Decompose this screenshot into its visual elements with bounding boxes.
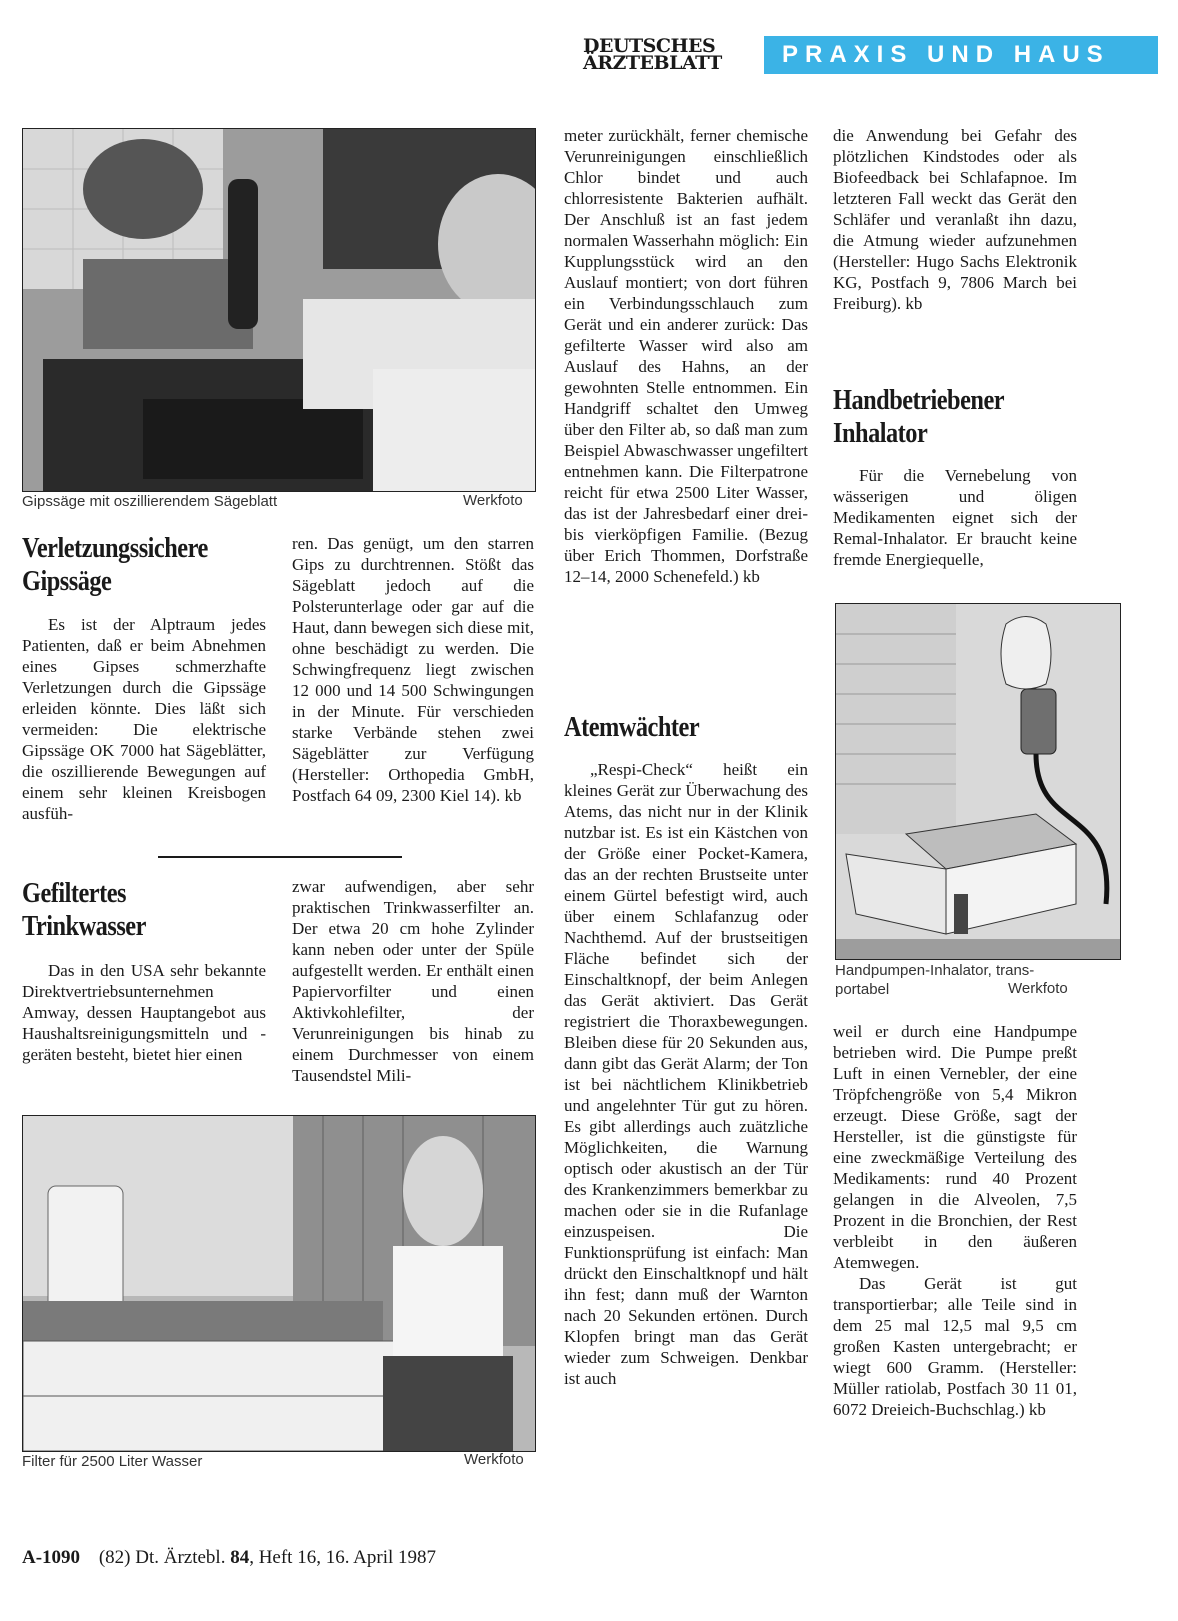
inhalator-body-b: weil er durch eine Handpumpe betrieben wird. Die Pumpe preßt Luft in einen Vernebler, der eine Tröpfchengröße von 5,4 Mikron erzeugt. Diese Größe, sagt der Hersteller, ist die günstigste für eine zweckmäßige Verteilung des Medikaments: rund 40 Prozent gelangen in die Alveolen, 7,5 Prozent in die Bronchien, der Rest verbleibt in den äußeren Atemwegen. Das Gerät ist gut transportierbar; alle Teile sind in dem 25 mal 12,5 mal 9,5 cm großen Kasten untergebracht; er wiegt 600 Gramm. (Hersteller: Müller ratiolab, Postfach 30 11 01, 6072 Dreieich-Buchschlag.) kb — [833, 1022, 1077, 1419]
trinkwasser-body-col1: Das in den USA sehr bekannte Direktvertriebsunternehmen Amway, dessen Hauptangebot aus Haushaltsreinigungsmitteln und -geräten besteht, bietet hier einen — [22, 961, 266, 1064]
caption-filter: Filter für 2500 Liter Wasser — [22, 1453, 203, 1470]
section-divider — [158, 856, 402, 858]
gipssaege-body-col2: ren. Das genügt, um den starren Gips zu durchtrennen. Stößt das Sägeblatt jedoch auf die Polsterunterlage oder gar auf die Haut, dann bewegen sich diese mit, ohne beschädigt zu werden. Die Schwingfrequenz liegt zwischen 12 000 und 14 500 Schwingungen in der Minute. Für verschieden starke Verbände stehen zwei Sägeblätter zur Verfügung (Hersteller: Orthopedia GmbH, Postfach 64 09, 2300 Kiel 14). kb — [292, 534, 534, 805]
footer-volume: 84 — [230, 1547, 250, 1568]
footer-citation: (82) Dt. Ärztebl. — [98, 1547, 226, 1568]
trinkwasser-body-col3: meter zurückhält, ferner chemische Verunreinigungen einschließlich Chlor bindet und auch chlorresistente Bakterien aufhält. Der Anschluß ist an fast jedem normalen Wasserhahn möglich: Ein Kupplungsstück wird an den Auslauf montiert; von dort führen ein Verbindungsschlauch zum Gerät und ein anderer zurück: Das gefilterte Wasser wird also am Auslauf des Hahns, an der gewohnten Stelle entnommen. Ein Handgriff schaltet den Umweg über den Filter ab, so daß man zum Beispiel Abwaschwasser ungefiltert entnehmen kann. Die Filterpatrone reicht für etwa 2500 Liter Wasser, das ist der Jahresbedarf einer drei- bis vierköpfigen Familie. (Bezug über Erich Thommen, Dorfstraße 12–14, 2000 Schenefeld.) kb — [564, 126, 808, 586]
caption-inhalator: Handpumpen-Inhalator, trans- portabel — [835, 962, 1035, 998]
page-footer — [22, 1547, 436, 1569]
photo-gipssaege — [22, 128, 536, 492]
atemwaechter-body-col3: „Respi-Check“ heißt ein kleines Gerät zur Überwachung des Atems, das nicht nur in der Klinik nutzbar ist. Es ist ein Kästchen von der Größe einer Pocket-Kamera, das an der rechten Brustseite unter einem Gürtel befestigt wird, auch über einem Schlafanzug oder Nachthemd. Auf der brustseitigen Fläche befindet sich der Einschaltknopf, der beim Anlegen das Gerät aktiviert. Das Gerät registriert die Thoraxbewegungen. Bleiben diese für 20 Sekunden aus, dann gibt das Gerät Alarm; der Ton ist bei nächtlichem Klinikbetrieb und angelehnter Tür gut zu hören. Es gibt allerdings auch zuätzliche Möglichkeiten, die Warnung optisch oder akustisch an der Tür des Krankenzimmers bemerkbar zu machen oder sie in die Rufanlage einzuspeisen. Die Funktionsprüfung ist einfach: Man drückt den Einschaltknopf und hält ihn fest; dann muß der Warnton nach 20 Sekunden ertönen. Durch Klopfen bringt man das Gerät wieder zum Schweigen. Denkbar ist auch — [564, 760, 808, 1388]
gipssaege-body-col1: Es ist der Alptraum jedes Patienten, daß er beim Abnehmen eines Gipses schmerzhafte Verletzungen durch die Gipssäge erleiden könnte. Dies läßt sich vermeiden: Die elektrische Gipssäge OK 7000 hat Sägeblätter, die oszillierende Bewegungen auf einem sehr kleinen Kreisbogen ausfüh- — [22, 615, 266, 823]
section-band: PRAXIS UND HAUS — [764, 36, 1158, 74]
credit-inhalator: Werkfoto — [1008, 980, 1068, 997]
atemwaechter-title: Atemwächter — [564, 711, 700, 743]
photo-inhalator — [835, 603, 1121, 960]
inhalator-title: Handbetriebener Inhalator — [833, 384, 1005, 449]
atemwaechter-body-col4: die Anwendung bei Gefahr des plötzlichen Kindstodes oder als Biofeedback bei Schlafapnoe. Im letzteren Fall weckt das Gerät den Schläfer und veranlaßt ihn dazu, die Atmung wieder aufzunehmen (Hersteller: Hugo Sachs Elektronik KG, Postfach 9, 7806 March bei Freiburg). kb — [833, 126, 1077, 313]
gipssaege-title: Verletzungssichere Gipssäge — [22, 532, 208, 597]
page-number: A-1090 — [22, 1547, 81, 1568]
caption-gipssaege: Gipssäge mit oszillierendem Sägeblatt — [22, 493, 278, 510]
credit-filter: Werkfoto — [464, 1451, 524, 1468]
inhalator-body-a: Für die Vernebelung von wässerigen und öligen Medikamenten eignet sich der Remal-Inhalator. Er braucht keine fremde Energiequelle, — [833, 466, 1077, 569]
trinkwasser-body-col2: zwar aufwendigen, aber sehr praktischen Trinkwasserfilter an. Der etwa 20 cm hohe Zylinder kann neben oder unter der Spüle aufgestellt werden. Er enthält einen Papiervorfilter und einen Aktivkohlefilter, der Verunreinigungen bis hinab zu einem Durchmesser von einem Tausendstel Mili- — [292, 877, 534, 1085]
photo-filter — [22, 1115, 536, 1452]
trinkwasser-title: Gefiltertes Trinkwasser — [22, 877, 146, 942]
credit-gipssaege: Werkfoto — [463, 492, 523, 509]
journal-name: DEUTSCHES ÄRZTEBLATT — [583, 35, 722, 74]
footer-issue: , Heft 16, 16. April 1987 — [249, 1547, 437, 1568]
